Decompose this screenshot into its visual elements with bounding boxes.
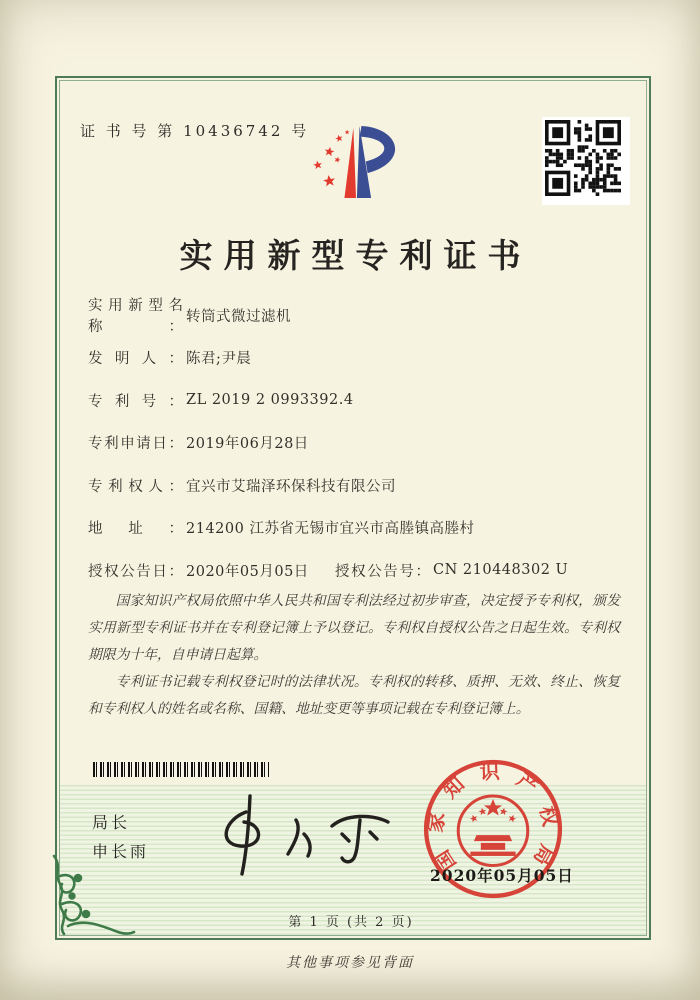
field-label: 专利号： [88,393,183,410]
field-value: 2019年06月28日 [186,436,309,453]
field-label: 发明人： [88,351,183,368]
director-name: 申长雨 [92,842,150,861]
field-value: 转筒式微过滤机 [186,308,291,325]
seal-date: 2020年05月05日 [430,866,574,885]
field-patent-number [88,379,623,422]
barcode [93,762,269,777]
svg-text:国家知识产权局 [423,759,563,875]
page-number: 第 1 页 (共 2 页) [288,915,414,930]
legal-paragraph-2: 专利证书记载专利权登记时的法律状况。专利权的转移、质押、无效、终止、恢复和专利权人的姓名或名称、国籍、地址变更等事项记载在专利登记簿上。 [88,674,620,717]
field-address [88,507,623,550]
cnipa-logo-icon [300,114,420,210]
national-emblem-icon [458,796,528,866]
fields-block [88,294,623,592]
field-utility-model-name [88,294,623,337]
field-label: 地址： [88,521,183,538]
certificate-number: 证 书 号 第 10436742 号 [80,122,310,140]
field-label: 专利申请日： [88,436,183,453]
seal-text: 国家知识产权局 [422,759,564,876]
field-value: 214200 江苏省无锡市宜兴市高塍镇高塍村 [186,521,475,538]
field-value: ZL 2019 2 0993392.4 [186,392,354,409]
field-inventor [88,337,623,380]
legal-paragraph-1: 国家知识产权局依照中华人民共和国专利法经过初步审查，决定授予专利权，颁发实用新型专利证书并在专利登记簿上予以登记。专利权自授权公告之日起生效。专利权期限为十年，自申请日起算。 [88,593,620,663]
legal-text [88,588,620,723]
footer-note: 其他事项参见背面 [286,955,414,971]
signature [196,790,396,878]
field-value: 2020年05月05日 [186,563,309,580]
field-value: CN 210448302 U [433,562,569,579]
qr-code [542,117,630,205]
field-label: 专利权人： [88,478,183,495]
field-grant-row [88,549,623,592]
field-grant-number [335,560,568,581]
field-label: 授权公告号： [335,563,430,580]
field-value: 宜兴市艾瑞泽环保科技有限公司 [186,478,396,495]
certificate-title: 实用新型专利证书 [179,236,532,275]
field-label: 授权公告日： [88,563,183,580]
director-title: 局长 [92,813,131,832]
field-label: 实用新型名称： [88,298,183,336]
field-value: 陈君;尹晨 [186,351,252,368]
field-patentee [88,464,623,507]
field-filing-date [88,422,623,465]
